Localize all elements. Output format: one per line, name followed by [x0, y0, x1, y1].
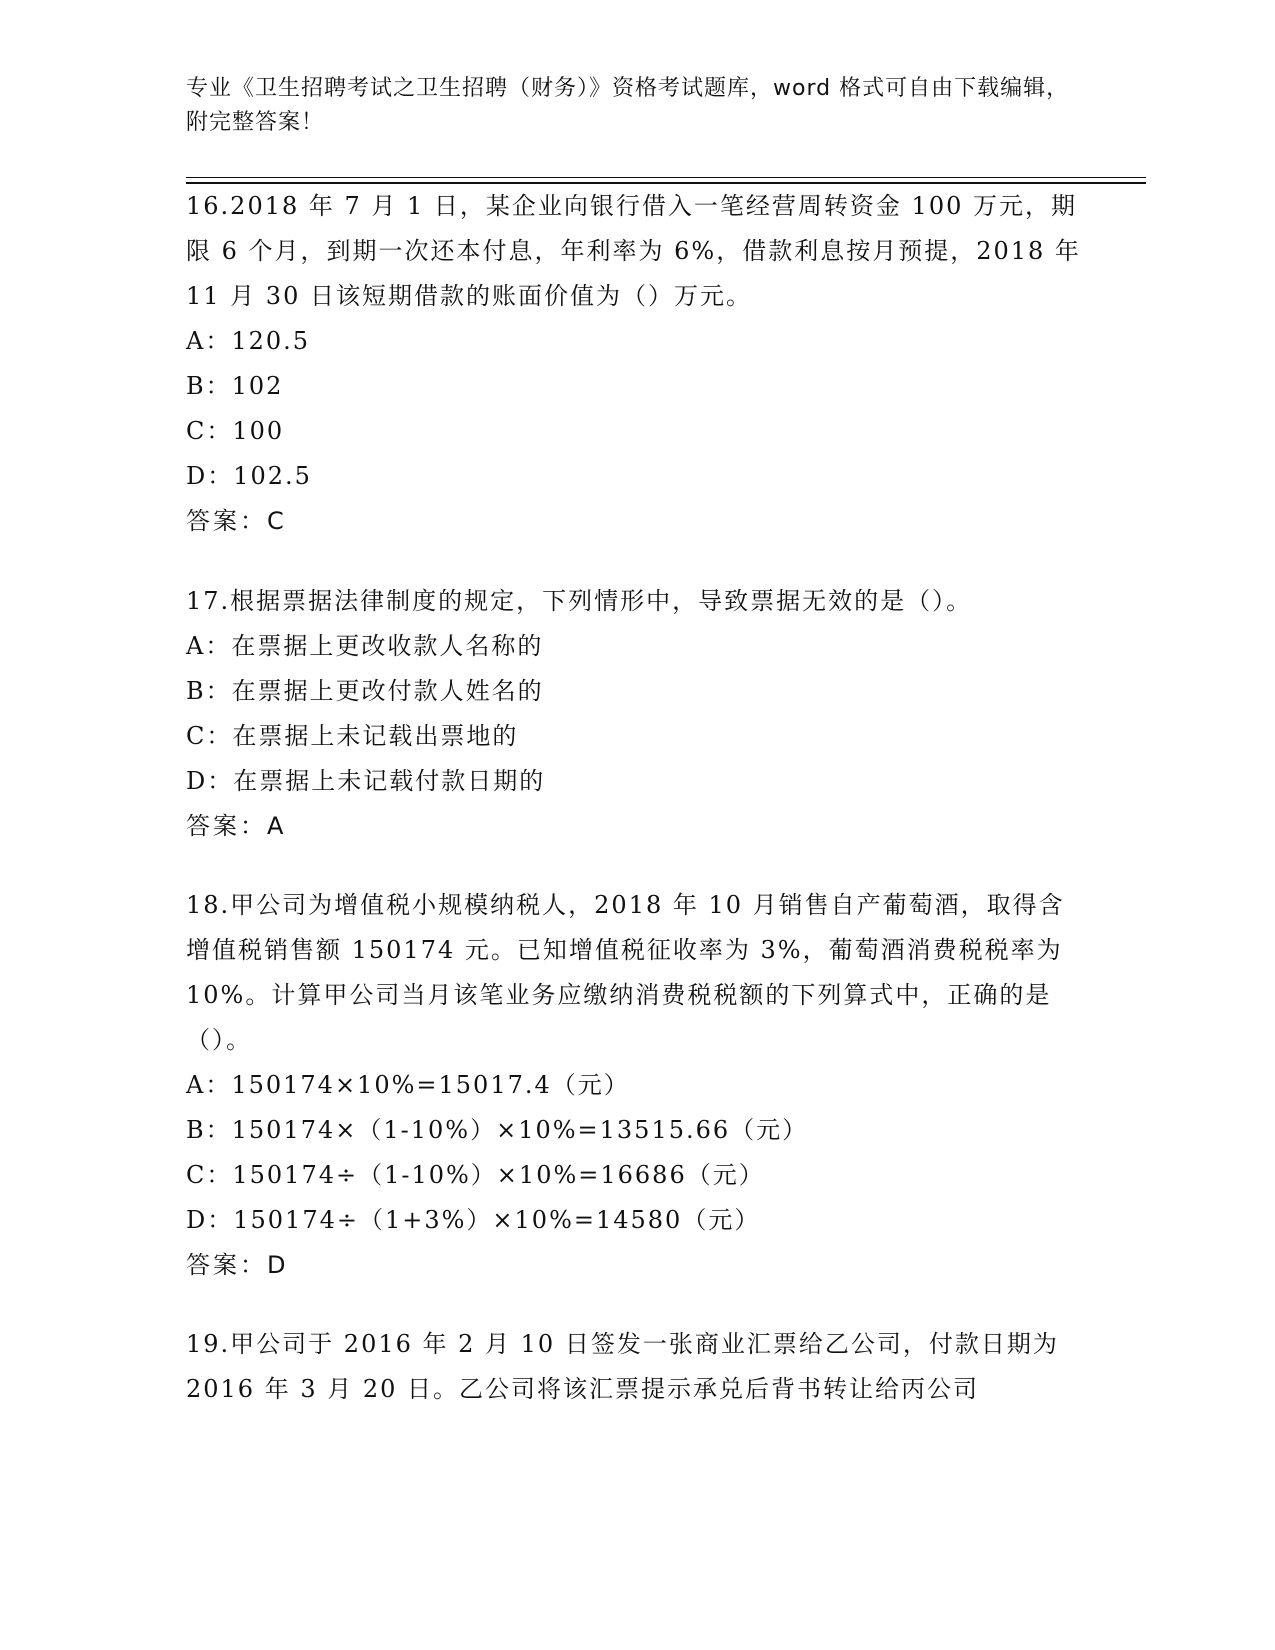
- question-16: [186, 184, 1086, 544]
- option-d: D：150174÷（1+3%）×10%=14580（元）: [186, 1206, 761, 1234]
- answer-line: [186, 499, 1086, 544]
- header-divider-thin: [186, 177, 1146, 178]
- option-a: A：120.5: [186, 327, 311, 355]
- answer-line: [186, 804, 1086, 849]
- option-c: C：在票据上未记载出票地的: [186, 722, 519, 750]
- answer-value: D: [267, 1251, 287, 1279]
- answer-label: 答案：: [186, 1251, 267, 1279]
- option-c: C：100: [186, 417, 285, 445]
- option-d: D：102.5: [186, 462, 312, 490]
- question-stem: 18.甲公司为增值税小规模纳税人，2018 年 10 月销售自产葡萄酒，取得含增值税销售额 150174 元。已知增值税征收率为 3%，葡萄酒消费税税率为 10%。计算甲公司当月该笔业务应缴纳消费税税额的下列算式中，正确的是（）。: [186, 891, 1065, 1054]
- answer-value: A: [267, 812, 285, 840]
- question-17: [186, 579, 1086, 849]
- document-header: 专业《卫生招聘考试之卫生招聘（财务）》资格考试题库，word 格式可自由下载编辑，附完整答案！: [186, 76, 1070, 135]
- answer-value: C: [267, 507, 285, 535]
- question-stem: 19.甲公司于 2016 年 2 月 10 日签发一张商业汇票给乙公司，付款日期为 2016 年 3 月 20 日。乙公司将该汇票提示承兑后背书转让给丙公司: [186, 1330, 1059, 1403]
- option-b: B：150174×（1-10%）×10%=13515.66（元）: [186, 1116, 809, 1144]
- option-a: A：150174×10%=15017.4（元）: [186, 1071, 630, 1099]
- option-a: A：在票据上更改收款人名称的: [186, 632, 544, 660]
- option-b: B：102: [186, 372, 284, 400]
- answer-line: [186, 1243, 1086, 1288]
- answer-label: 答案：: [186, 507, 267, 535]
- question-stem: 16.2018 年 7 月 1 日，某企业向银行借入一笔经营周转资金 100 万元，期限 6 个月，到期一次还本付息，年利率为 6%，借款利息按月预提，2018 年 11 月 30 日该短期借款的账面价值为（）万元。: [186, 192, 1081, 310]
- question-stem: 17.根据票据法律制度的规定，下列情形中，导致票据无效的是（）。: [186, 587, 973, 615]
- option-c: C：150174÷（1-10%）×10%=16686（元）: [186, 1161, 765, 1189]
- question-18: [186, 883, 1086, 1288]
- question-19: [186, 1322, 1086, 1412]
- option-b: B：在票据上更改付款人姓名的: [186, 677, 544, 705]
- answer-label: 答案：: [186, 812, 267, 840]
- option-d: D：在票据上未记载付款日期的: [186, 767, 546, 795]
